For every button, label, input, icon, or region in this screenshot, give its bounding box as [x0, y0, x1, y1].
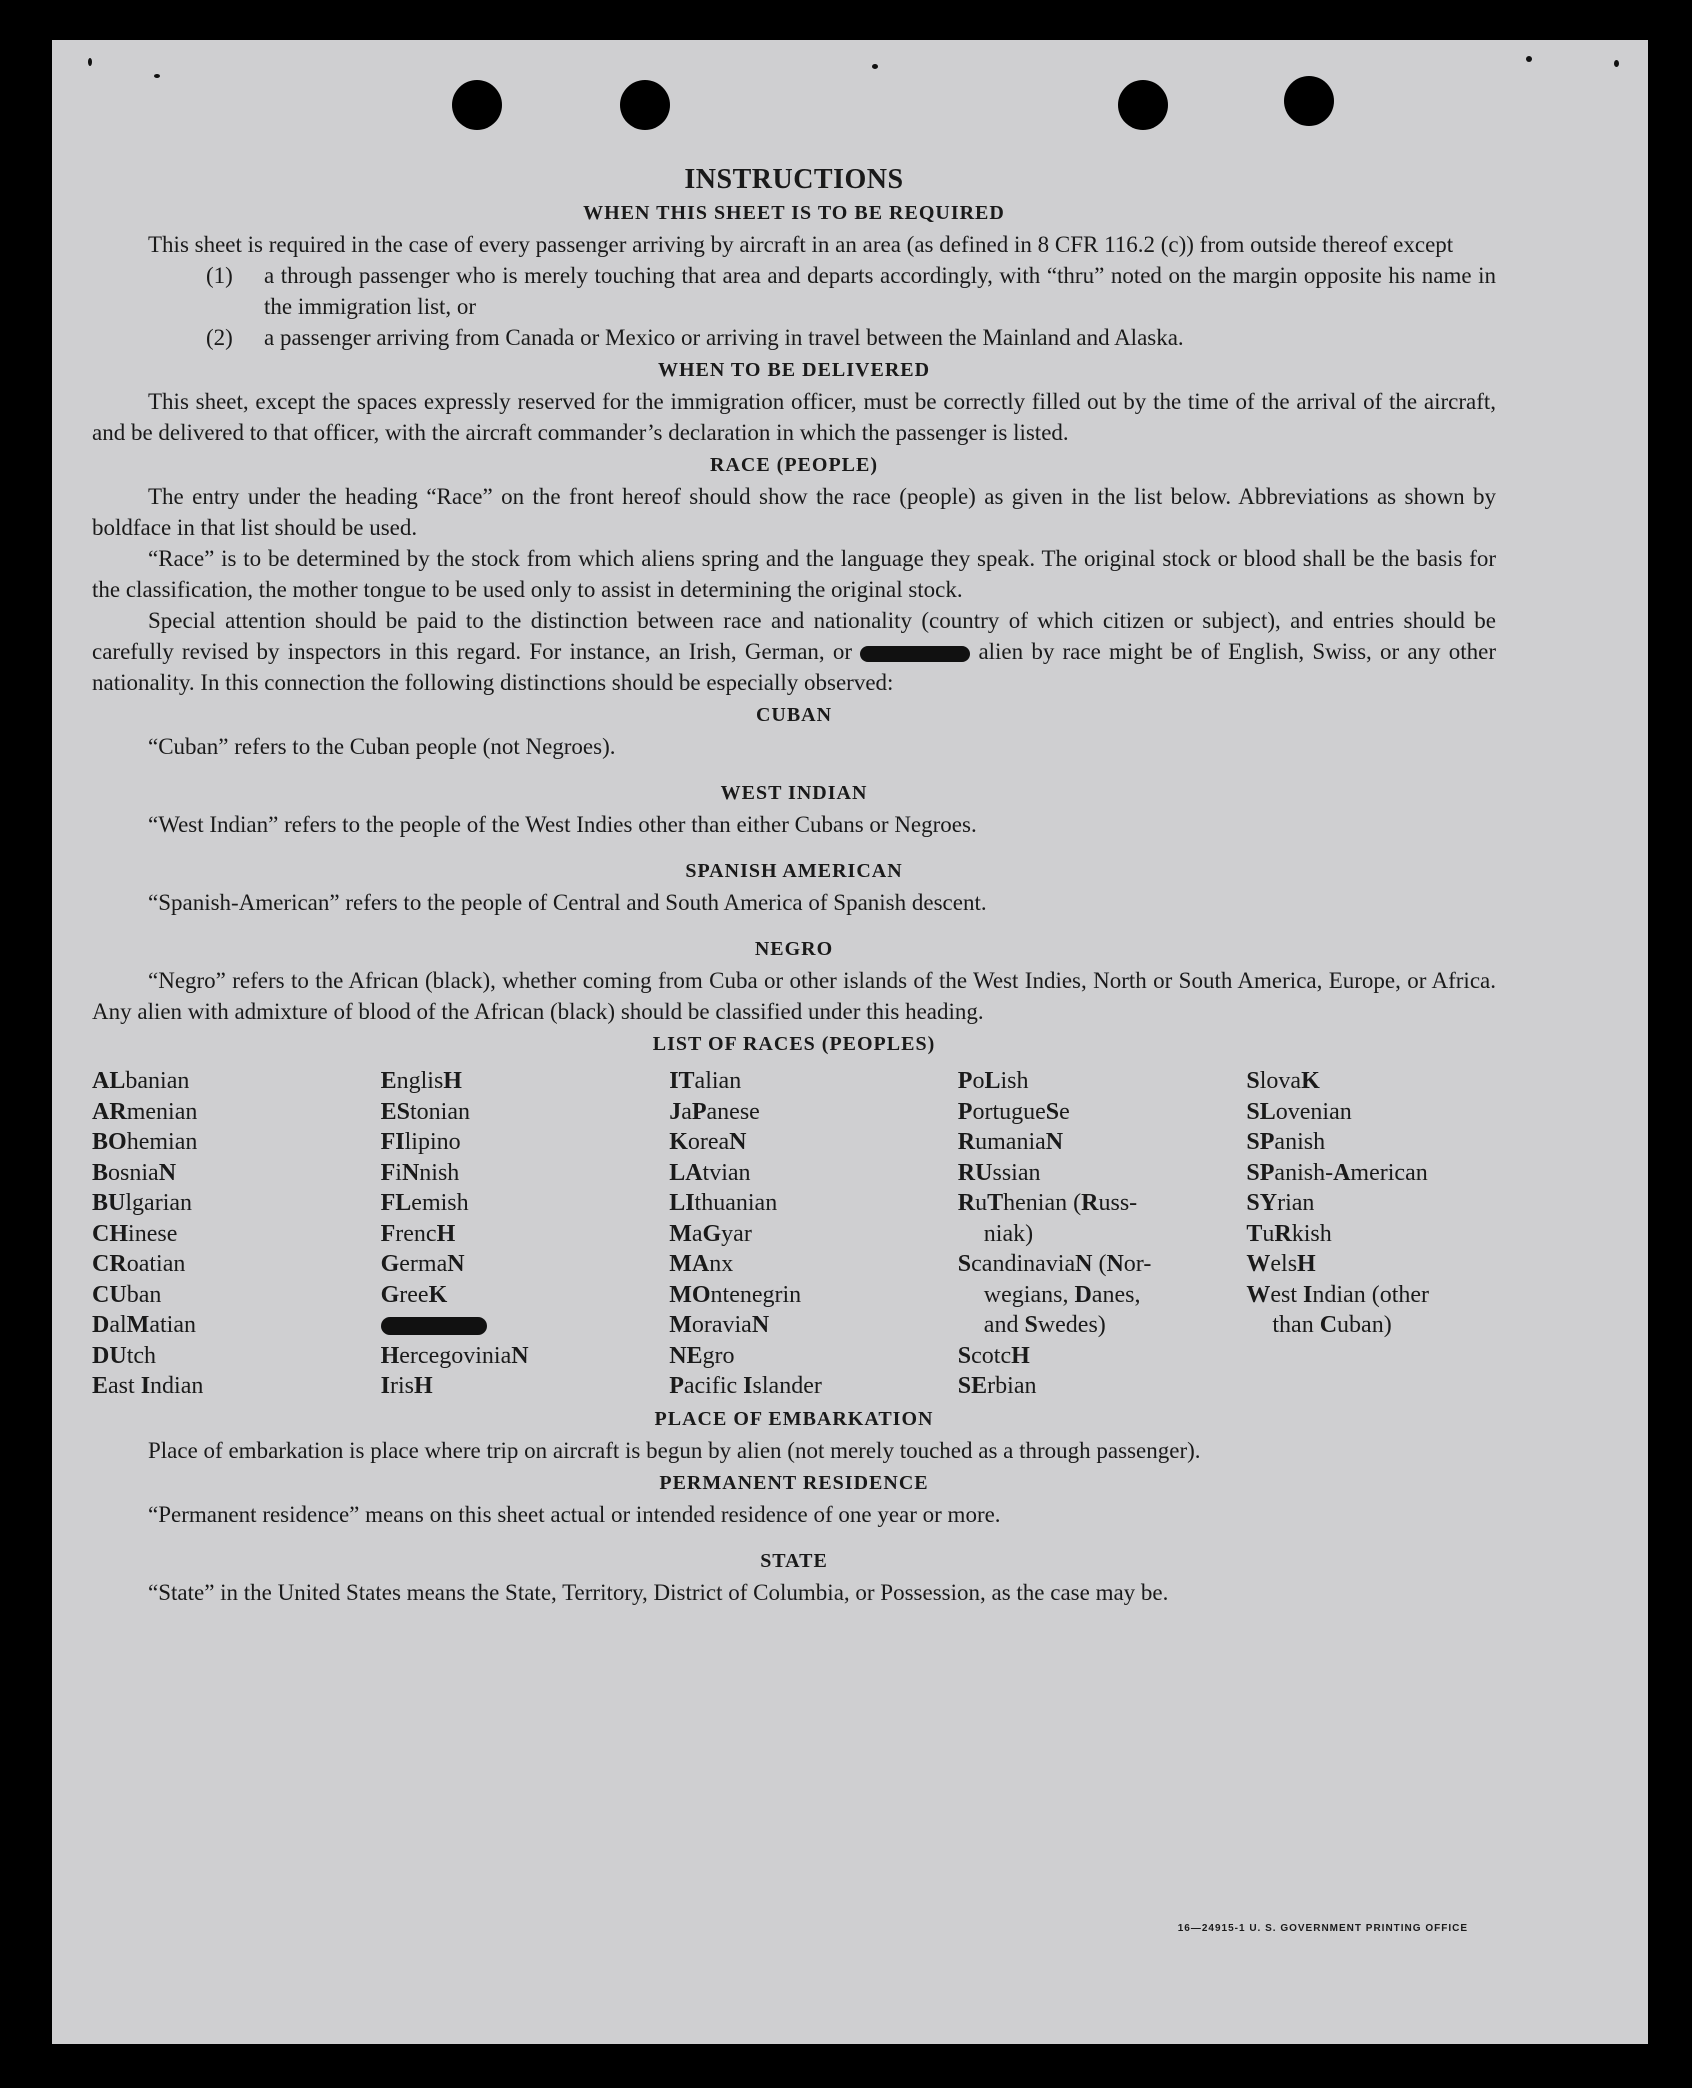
- races-column: [958, 1066, 1247, 1402]
- race-entry: CRoatian: [92, 1251, 186, 1277]
- race-entry: SPanish: [1246, 1129, 1326, 1155]
- race-entry: CHinese: [92, 1220, 178, 1247]
- race-entry: GreeK: [380, 1281, 448, 1308]
- punch-hole: [620, 80, 670, 130]
- race-entry: RumaniaN: [957, 1129, 1064, 1155]
- races-column: [1246, 1066, 1496, 1402]
- section-heading: PLACE OF EMBARKATION: [654, 1407, 934, 1430]
- race-entry: KoreaN: [669, 1129, 747, 1155]
- race-entry: ALbanian: [92, 1068, 190, 1094]
- page-title: INSTRUCTIONS: [684, 164, 904, 195]
- instructions-content: [92, 164, 1496, 1608]
- race-entry: BUlgarian: [92, 1190, 193, 1216]
- race-entry: ARmenian: [92, 1098, 198, 1125]
- race-entry: JaPanese: [669, 1098, 760, 1125]
- race-entry: DUtch: [92, 1342, 157, 1369]
- paragraph: “State” in the United States means the State, Territory, District of Columbia, or Possession, as the case may be.: [148, 1579, 1169, 1605]
- punch-hole: [1284, 76, 1334, 126]
- race-entry: FiNnish: [380, 1159, 460, 1186]
- punch-hole: [452, 80, 502, 130]
- races-column: [669, 1066, 958, 1402]
- paragraph: “Cuban” refers to the Cuban people (not Negroes).: [148, 734, 616, 759]
- section-heading: SPANISH AMERICAN: [685, 860, 903, 882]
- paragraph: This sheet is required in the case of every passenger arriving by aircraft in an area (as defined in 8 CFR 116.2 (c)) from outside thereof except: [148, 232, 1454, 257]
- race-entry: NEgro: [669, 1342, 735, 1369]
- race-entry: BOhemian: [92, 1129, 198, 1155]
- race-entry: SErbian: [957, 1373, 1037, 1399]
- list-item: (1) a through passenger who is merely touching that area and departs accordingly, with “thru” noted on the margin opposite his name in the immigration list, or: [206, 263, 1496, 319]
- paragraph: Place of embarkation is place where trip on aircraft is begun by alien (not merely touched as a through passenger).: [148, 1437, 1201, 1463]
- race-entry: EnglisH: [380, 1068, 462, 1094]
- section-heading: WEST INDIAN: [720, 782, 868, 804]
- paragraph: “Race” is to be determined by the stock from which aliens spring and the language they speak. The original stock or blood shall be the basis for the classification, the mother tongue to be used only to assist in determining the original stock.: [92, 546, 1496, 602]
- paragraph: Special attention should be paid to the distinction between race and nationality (country of which citizen or subject), and entries should be carefully revised by inspectors in this regard. For instance, an Irish, German, or alien by race might be of English, Swiss, or any other nationality. In this connection the following distinctions should be especially observed:: [92, 608, 1497, 695]
- race-entry: East Indian: [92, 1373, 204, 1399]
- printer-footer: 16—24915-1 U. S. GOVERNMENT PRINTING OFFICE: [1177, 1923, 1468, 1934]
- race-entry: LAtvian: [669, 1159, 751, 1186]
- races-column: [381, 1066, 670, 1402]
- race-entry: SPanish-American: [1246, 1159, 1428, 1186]
- list-item: (2) a passenger arriving from Canada or Mexico or arriving in travel between the Mainland and Alaska.: [206, 325, 1184, 350]
- section-heading: NEGRO: [754, 938, 834, 960]
- race-entry: TuRkish: [1246, 1220, 1332, 1247]
- paragraph: “Permanent residence” means on this sheet actual or intended residence of one year or more.: [148, 1501, 1001, 1527]
- redaction-mark: [860, 646, 970, 662]
- race-entry: IrisH: [380, 1373, 433, 1399]
- race-entry: ScandinaviaN (Nor-: [957, 1251, 1152, 1277]
- race-entry: PoLish: [957, 1068, 1029, 1094]
- paragraph: This sheet, except the spaces expressly reserved for the immigration officer, must be correctly filled out by the time of the arrival of the aircraft, and be delivered to that officer, with the aircraft commander’s declaration in which the passenger is listed.: [92, 389, 1496, 445]
- race-entry: Pacific Islander: [669, 1373, 822, 1399]
- section-heading: RACE (PEOPLE): [710, 454, 878, 476]
- race-entry: ScotcH: [957, 1342, 1030, 1369]
- race-entry: RUssian: [957, 1159, 1041, 1186]
- document-sheet: [52, 40, 1648, 2044]
- section-heading: PERMANENT RESIDENCE: [659, 1471, 929, 1494]
- race-entry: LIthuanian: [669, 1190, 778, 1216]
- race-entry: DalMatian: [92, 1312, 196, 1338]
- race-entry: FrencH: [380, 1220, 456, 1247]
- races-column: [92, 1066, 381, 1402]
- race-entry: than Cuban): [1272, 1312, 1392, 1338]
- paragraph: “Spanish-American” refers to the people of Central and South America of Spanish descent.: [148, 890, 987, 915]
- speck: [1526, 56, 1532, 62]
- race-entry: SYrian: [1246, 1190, 1315, 1216]
- race-entry: SLovenian: [1246, 1098, 1352, 1125]
- punch-hole: [1118, 80, 1168, 130]
- race-entry: FIlipino: [380, 1129, 461, 1155]
- race-entry: [381, 1310, 670, 1341]
- race-entry: EStonian: [380, 1098, 470, 1125]
- paragraph: “West Indian” refers to the people of the West Indies other than either Cubans or Negroes.: [148, 812, 977, 837]
- race-entry: PortugueSe: [957, 1098, 1070, 1125]
- redaction-mark: [381, 1317, 487, 1335]
- race-entry: ITalian: [669, 1068, 742, 1094]
- race-entry: BosniaN: [92, 1159, 177, 1186]
- race-entry: SlovaK: [1246, 1068, 1320, 1094]
- section-heading: CUBAN: [755, 704, 833, 726]
- speck: [88, 58, 92, 66]
- speck: [872, 64, 878, 69]
- race-entry: RuThenian (Russ-: [957, 1190, 1138, 1216]
- race-entry: and Swedes): [983, 1312, 1106, 1338]
- race-entry: MAnx: [669, 1251, 734, 1277]
- race-entry: MoraviaN: [669, 1312, 770, 1338]
- speck: [1614, 60, 1619, 67]
- race-entry: niak): [983, 1220, 1034, 1247]
- race-entry: CUban: [92, 1281, 162, 1308]
- speck: [154, 74, 160, 78]
- section-heading: WHEN THIS SHEET IS TO BE REQUIRED: [583, 202, 1005, 224]
- section-heading: STATE: [760, 1549, 828, 1572]
- race-entry: wegians, Danes,: [983, 1281, 1141, 1308]
- race-entry: GermaN: [380, 1251, 465, 1277]
- race-entry: HercegoviniaN: [380, 1342, 529, 1369]
- race-entry: West Indian (other: [1246, 1281, 1430, 1308]
- paragraph: The entry under the heading “Race” on the front hereof should show the race (people) as given in the list below. Abbreviations as shown by boldface in that list should be used.: [92, 484, 1496, 540]
- race-entry: FLemish: [380, 1190, 469, 1216]
- section-heading: WHEN TO BE DELIVERED: [657, 359, 931, 381]
- paragraph: “Negro” refers to the African (black), whether coming from Cuba or other islands of the West Indies, North or South America, Europe, or Africa. Any alien with admixture of blood of the African (black) should be classified under this heading.: [92, 968, 1496, 1024]
- race-entry: MaGyar: [669, 1220, 752, 1247]
- section-heading: LIST OF RACES (PEOPLES): [652, 1033, 936, 1055]
- races-list: [92, 1066, 1496, 1402]
- race-entry: WelsH: [1246, 1251, 1316, 1277]
- race-entry: MOntenegrin: [669, 1281, 802, 1308]
